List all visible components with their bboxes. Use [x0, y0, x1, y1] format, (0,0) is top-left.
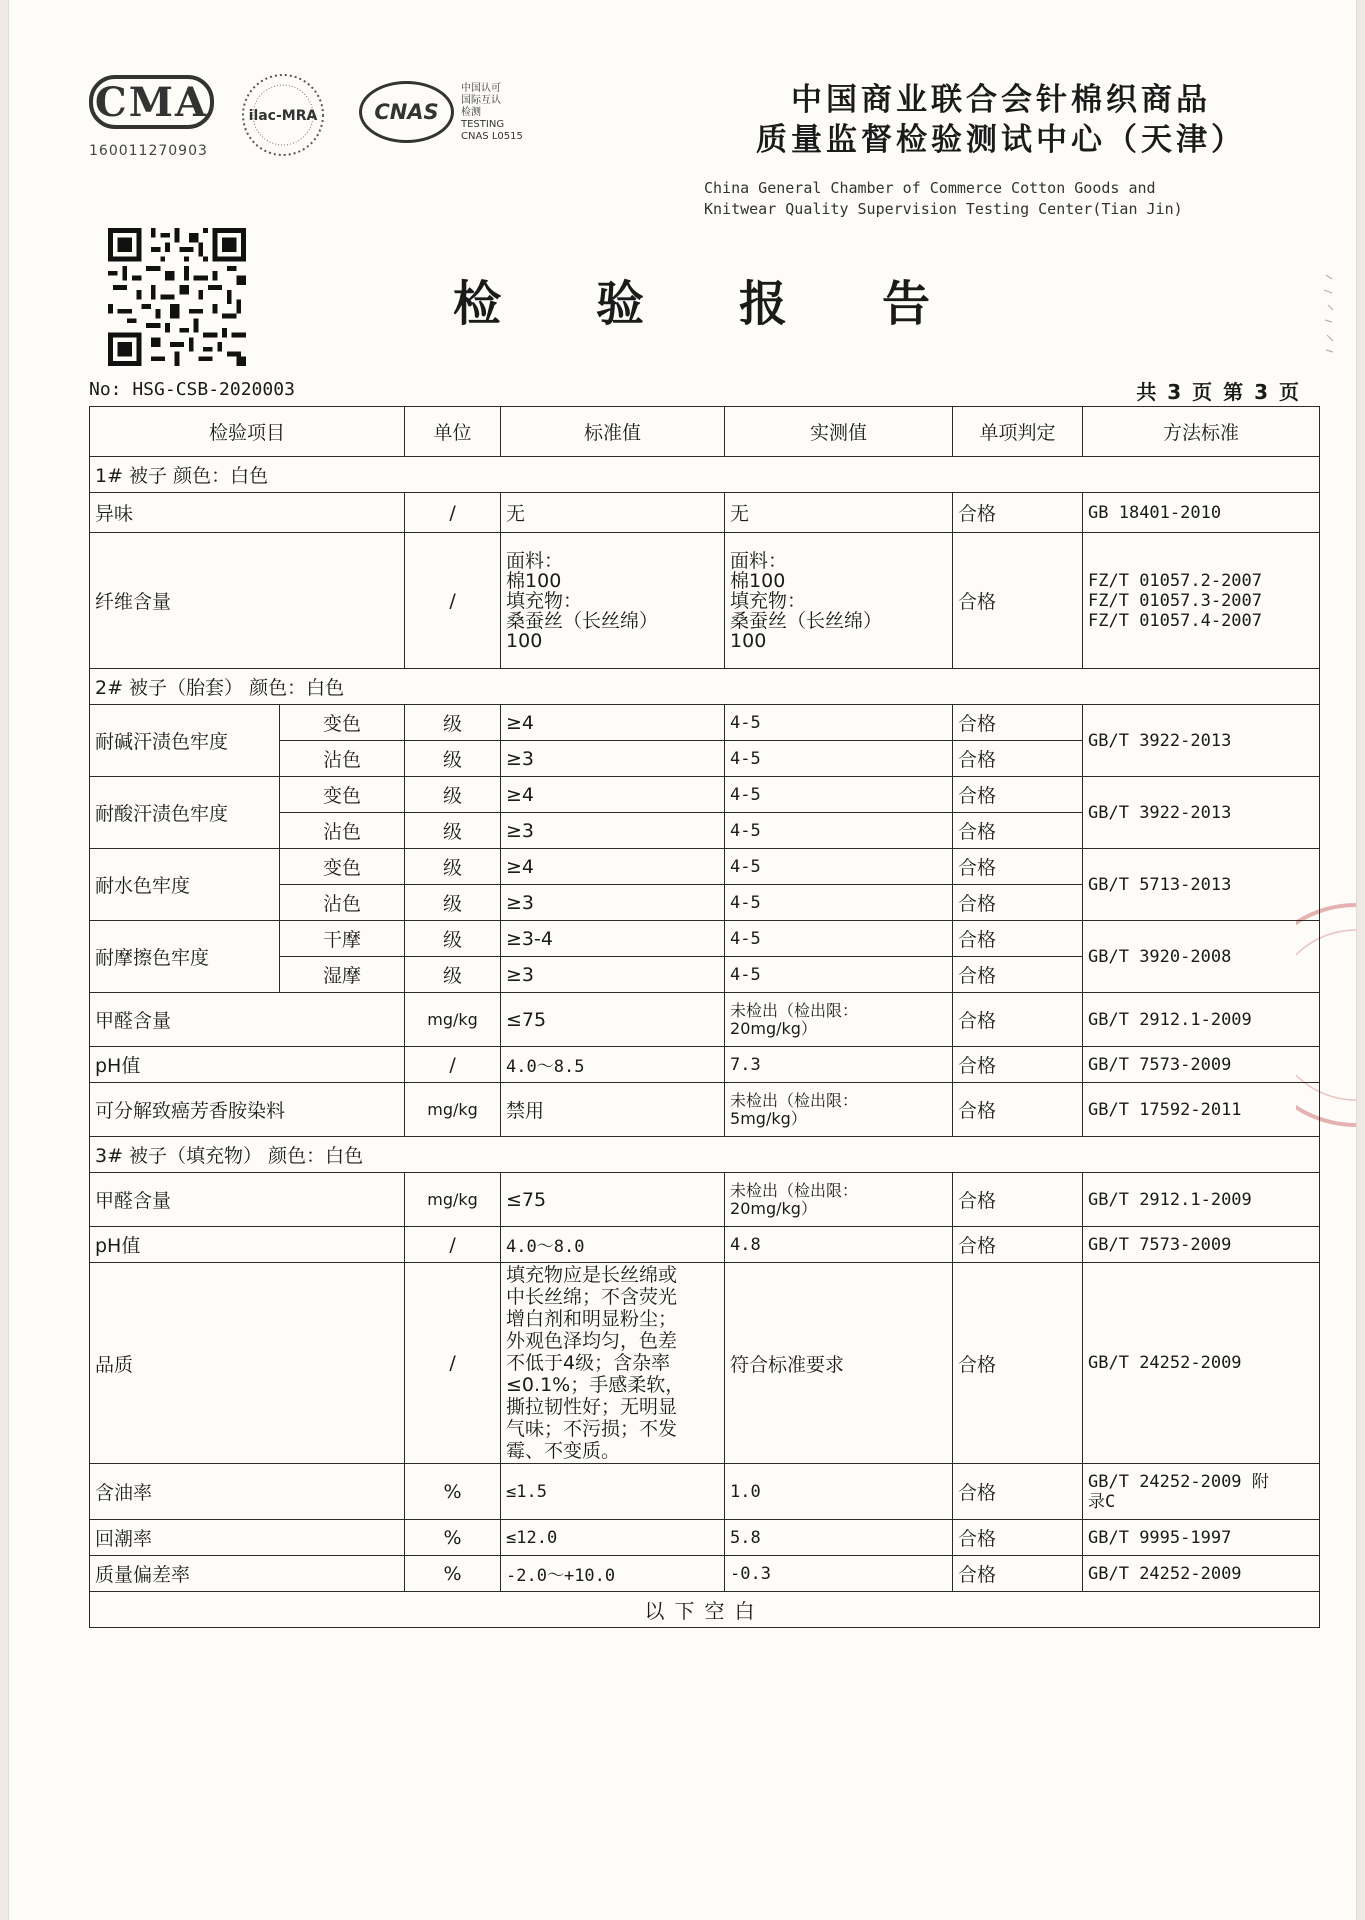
- unit-cell: %: [405, 1556, 501, 1592]
- col-header-standard: 标准值: [501, 407, 725, 457]
- item-name: 品质: [90, 1263, 405, 1464]
- item-name: 耐酸汗渍色牢度: [90, 777, 280, 849]
- verdict-cell: 合格: [953, 1263, 1083, 1464]
- verdict-cell: 合格: [953, 1556, 1083, 1592]
- standard-cell: ≥3: [501, 813, 725, 849]
- sub-item: 变色: [280, 849, 405, 885]
- method-cell: GB/T 2912.1-2009: [1083, 993, 1320, 1047]
- cnas-caption: [461, 83, 523, 143]
- section-row: [90, 1137, 1320, 1173]
- blank-below-note: 以下空白: [90, 1592, 1320, 1628]
- verdict-cell: 合格: [953, 885, 1083, 921]
- item-name: 甲醛含量: [90, 993, 405, 1047]
- table-row: [90, 1464, 1320, 1520]
- unit-cell: mg/kg: [405, 1173, 501, 1227]
- method-cell: GB/T 7573-2009: [1083, 1227, 1320, 1263]
- verdict-cell: 合格: [953, 1083, 1083, 1137]
- unit-cell: /: [405, 1263, 501, 1464]
- unit-cell: 级: [405, 885, 501, 921]
- table-footer-row: [90, 1592, 1320, 1628]
- verdict-cell: 合格: [953, 921, 1083, 957]
- col-header-verdict: 单项判定: [953, 407, 1083, 457]
- section-row: [90, 669, 1320, 705]
- unit-cell: /: [405, 493, 501, 533]
- measured-cell: 未检出（检出限： 20mg/kg）: [725, 993, 953, 1047]
- table-row: [90, 993, 1320, 1047]
- col-header-method: 方法标准: [1083, 407, 1320, 457]
- inspection-results-table: [89, 406, 1320, 1628]
- standard-cell: 4.0～8.5: [501, 1047, 725, 1083]
- cnas-caption-line: TESTING: [461, 119, 505, 130]
- method-cell: FZ/T 01057.2-2007 FZ/T 01057.3-2007 FZ/T 01057.4-2007: [1083, 533, 1320, 669]
- measured-cell: 4.8: [725, 1227, 953, 1263]
- standard-cell: ≤75: [501, 1173, 725, 1227]
- table-row: [90, 849, 1320, 885]
- item-name: pH值: [90, 1227, 405, 1263]
- item-name: 耐碱汗渍色牢度: [90, 705, 280, 777]
- table-row: [90, 705, 1320, 741]
- report-page: [8, 0, 1357, 1920]
- standard-cell: 填充物应是长丝绵或 中长丝绵；不含荧光 增白剂和明显粉尘； 外观色泽均匀，色差 不低于4级；含杂率 ≤0.1%；手感柔软， 撕拉韧性好；无明显 气味；不污损；不发 霉、不变质。: [501, 1263, 725, 1464]
- ilac-mra-logo: [237, 69, 329, 161]
- verdict-cell: 合格: [953, 705, 1083, 741]
- item-name: 耐摩擦色牢度: [90, 921, 280, 993]
- measured-cell: 4-5: [725, 957, 953, 993]
- item-name: 耐水色牢度: [90, 849, 280, 921]
- verdict-cell: 合格: [953, 1520, 1083, 1556]
- measured-cell: 未检出（检出限： 20mg/kg）: [725, 1173, 953, 1227]
- table-row: [90, 921, 1320, 957]
- cma-number: 160011270903: [89, 143, 208, 159]
- standard-cell: ≥4: [501, 777, 725, 813]
- item-name: 甲醛含量: [90, 1173, 405, 1227]
- table-row: [90, 1083, 1320, 1137]
- organization-name: [756, 80, 1246, 160]
- sub-item: 沾色: [280, 741, 405, 777]
- verdict-cell: 合格: [953, 813, 1083, 849]
- section-row: [90, 457, 1320, 493]
- method-cell: GB/T 3920-2008: [1083, 921, 1320, 993]
- cnas-mark: CNAS: [359, 81, 454, 143]
- method-cell: GB/T 3922-2013: [1083, 705, 1320, 777]
- item-name: 含油率: [90, 1464, 405, 1520]
- item-name: pH值: [90, 1047, 405, 1083]
- sub-item: 沾色: [280, 885, 405, 921]
- unit-cell: %: [405, 1464, 501, 1520]
- cma-mark: CMA: [89, 75, 214, 129]
- table-row: [90, 1227, 1320, 1263]
- standard-cell: ≤1.5: [501, 1464, 725, 1520]
- item-name: 异味: [90, 493, 405, 533]
- standard-cell: 无: [501, 493, 725, 533]
- table-row: [90, 1047, 1320, 1083]
- item-name: 可分解致癌芳香胺染料: [90, 1083, 405, 1137]
- verdict-cell: 合格: [953, 741, 1083, 777]
- sub-item: 干摩: [280, 921, 405, 957]
- cnas-caption-line: 中国认可: [461, 83, 501, 94]
- cnas-logo: [359, 75, 539, 155]
- unit-cell: 级: [405, 705, 501, 741]
- table-row: [90, 1173, 1320, 1227]
- measured-cell: 面料： 棉100 填充物： 桑蚕丝（长丝绵） 100: [725, 533, 953, 669]
- verdict-cell: 合格: [953, 777, 1083, 813]
- measured-cell: 4-5: [725, 741, 953, 777]
- method-cell: GB/T 5713-2013: [1083, 849, 1320, 921]
- method-cell: GB/T 7573-2009: [1083, 1047, 1320, 1083]
- table-row: [90, 1263, 1320, 1464]
- ilac-text: ilac-MRA: [248, 108, 318, 124]
- method-cell: GB/T 3922-2013: [1083, 777, 1320, 849]
- cnas-caption-line: 国际互认: [461, 95, 501, 106]
- cnas-caption-line: CNAS L0515: [461, 131, 523, 142]
- col-header-measured: 实测值: [725, 407, 953, 457]
- item-name: 回潮率: [90, 1520, 405, 1556]
- report-number: No: HSG-CSB-2020003: [89, 379, 295, 400]
- unit-cell: /: [405, 1047, 501, 1083]
- measured-cell: 4-5: [725, 705, 953, 741]
- cnas-caption-line: 检测: [461, 107, 481, 118]
- col-header-unit: 单位: [405, 407, 501, 457]
- verdict-cell: 合格: [953, 1227, 1083, 1263]
- standard-cell: 面料： 棉100 填充物： 桑蚕丝（长丝绵） 100: [501, 533, 725, 669]
- measured-cell: 7.3: [725, 1047, 953, 1083]
- standard-cell: 禁用: [501, 1083, 725, 1137]
- unit-cell: /: [405, 1227, 501, 1263]
- page-count: 共 3 页 第 3 页: [1136, 380, 1301, 404]
- measured-cell: 符合标准要求: [725, 1263, 953, 1464]
- table-row: [90, 777, 1320, 813]
- unit-cell: 级: [405, 849, 501, 885]
- standard-cell: ≥3: [501, 741, 725, 777]
- unit-cell: /: [405, 533, 501, 669]
- document-title: 检验报告: [452, 276, 1025, 332]
- section-title: 3# 被子（填充物） 颜色：白色: [90, 1137, 1320, 1173]
- method-cell: GB/T 24252-2009: [1083, 1556, 1320, 1592]
- org-name-line2: 质量监督检验测试中心（天津）: [756, 122, 1246, 158]
- cma-logo: [89, 75, 224, 159]
- standard-cell: ≤75: [501, 993, 725, 1047]
- item-name: 纤维含量: [90, 533, 405, 669]
- method-cell: GB/T 2912.1-2009: [1083, 1173, 1320, 1227]
- sub-item: 沾色: [280, 813, 405, 849]
- table-row: [90, 533, 1320, 669]
- measured-cell: 未检出（检出限： 5mg/kg）: [725, 1083, 953, 1137]
- col-header-item: 检验项目: [90, 407, 405, 457]
- verdict-cell: 合格: [953, 493, 1083, 533]
- method-cell: GB/T 24252-2009: [1083, 1263, 1320, 1464]
- section-title: 2# 被子（胎套） 颜色：白色: [90, 669, 1320, 705]
- measured-cell: 1.0: [725, 1464, 953, 1520]
- sub-item: 湿摩: [280, 957, 405, 993]
- org-en-line2: Knitwear Quality Supervision Testing Center(Tian Jin): [704, 200, 1183, 218]
- measured-cell: 4-5: [725, 849, 953, 885]
- measured-cell: 4-5: [725, 813, 953, 849]
- unit-cell: %: [405, 1520, 501, 1556]
- method-cell: GB/T 17592-2011: [1083, 1083, 1320, 1137]
- organization-english-name: [704, 178, 1183, 220]
- standard-cell: ≥4: [501, 849, 725, 885]
- table-header-row: [90, 407, 1320, 457]
- unit-cell: 级: [405, 777, 501, 813]
- sub-item: 变色: [280, 777, 405, 813]
- measured-cell: 无: [725, 493, 953, 533]
- method-cell: GB/T 9995-1997: [1083, 1520, 1320, 1556]
- verdict-cell: 合格: [953, 1464, 1083, 1520]
- unit-cell: 级: [405, 813, 501, 849]
- standard-cell: ≥3: [501, 885, 725, 921]
- verdict-cell: 合格: [953, 849, 1083, 885]
- standard-cell: -2.0～+10.0: [501, 1556, 725, 1592]
- table-row: [90, 1520, 1320, 1556]
- standard-cell: ≥3-4: [501, 921, 725, 957]
- unit-cell: 级: [405, 957, 501, 993]
- standard-cell: ≥3: [501, 957, 725, 993]
- measured-cell: 4-5: [725, 777, 953, 813]
- verdict-cell: 合格: [953, 1173, 1083, 1227]
- method-cell: GB/T 24252-2009 附 录C: [1083, 1464, 1320, 1520]
- verdict-cell: 合格: [953, 993, 1083, 1047]
- unit-cell: mg/kg: [405, 993, 501, 1047]
- unit-cell: 级: [405, 741, 501, 777]
- table-row: [90, 1556, 1320, 1592]
- sub-item: 变色: [280, 705, 405, 741]
- item-name: 质量偏差率: [90, 1556, 405, 1592]
- standard-cell: 4.0～8.0: [501, 1227, 725, 1263]
- verdict-cell: 合格: [953, 957, 1083, 993]
- section-title: 1# 被子 颜色：白色: [90, 457, 1320, 493]
- table-row: [90, 493, 1320, 533]
- measured-cell: -0.3: [725, 1556, 953, 1592]
- measured-cell: 4-5: [725, 921, 953, 957]
- verdict-cell: 合格: [953, 1047, 1083, 1083]
- org-name-line1: 中国商业联合会针棉织商品: [791, 82, 1211, 118]
- standard-cell: ≥4: [501, 705, 725, 741]
- measured-cell: 4-5: [725, 885, 953, 921]
- verdict-cell: 合格: [953, 533, 1083, 669]
- unit-cell: mg/kg: [405, 1083, 501, 1137]
- org-en-line1: China General Chamber of Commerce Cotton Goods and: [704, 179, 1156, 197]
- standard-cell: ≤12.0: [501, 1520, 725, 1556]
- measured-cell: 5.8: [725, 1520, 953, 1556]
- unit-cell: 级: [405, 921, 501, 957]
- method-cell: GB 18401-2010: [1083, 493, 1320, 533]
